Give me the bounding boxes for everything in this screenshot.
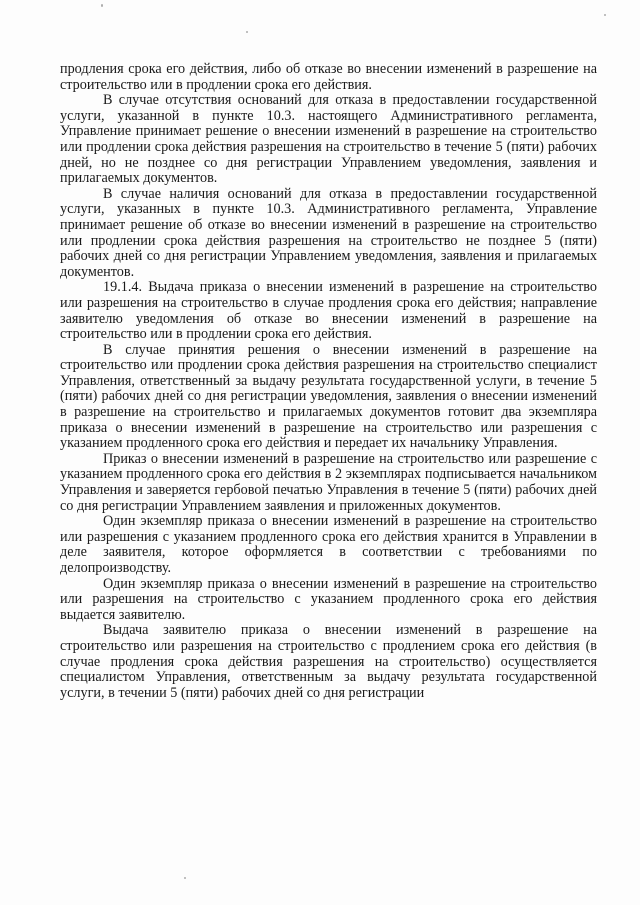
paragraph-7: Один экземпляр приказа о внесении изменений в разрешение на строительство или разрешения с указанием продленного срока его действия хранится в Управлении в деле заявителя, которое оформляется в соответствии с требованиями по делопроизводству. [60, 513, 597, 576]
paragraph-8: Один экземпляр приказа о внесении изменений в разрешение на строительство или разрешения на строительство с указанием продленного срока его действия выдается заявителю. [60, 575, 597, 623]
paragraph-1: продления срока его действия, либо об отказе во внесении изменений в разрешение на строительство или в продлении срока его действия. [60, 61, 597, 93]
paragraph-9: Выдача заявителю приказа о внесении изменений в разрешение на строительство или разрешения на строительство с продлением срока его действия (в случае продления срока действия разрешения на строительство) осуществляется специалистом Управления, ответственным за выдачу результата государственной услуги, в течении 5 (пяти) рабочих дней со дня регистрации [60, 622, 597, 701]
scan-speck [101, 4, 103, 7]
paragraph-4: 19.1.4. Выдача приказа о внесении изменений в разрешение на строительство или разрешения на строительство в случае продления срока его действия; направление заявителю уведомления об отказе во внесении изменений в разрешение на строительство или в продлении срока его действия. [60, 279, 597, 343]
scan-speck [604, 14, 606, 16]
paragraph-3: В случае наличия оснований для отказа в предоставлении государственной услуги, указанных в пункте 10.3. Административного регламента, Управление принимает решение об отказе во внесении изменений в разрешение на строительство или продлении срока действия разрешения на строительство не позднее 5 (пяти) рабочих дней со дня регистрации Управлением уведомления, заявления и прилагаемых документов. [60, 185, 597, 280]
paragraph-2: В случае отсутствия оснований для отказа в предоставлении государственной услуги, указанной в пункте 10.3. настоящего Административного регламента, Управление принимает решение о внесении изменений в разрешение на строительство или продлении срока действия разрешения на строительство в течение 5 (пяти) рабочих дней, но не позднее со дня регистрации Управлением уведомления, заявления и прилагаемых документов. [60, 92, 597, 187]
paragraph-5: В случае принятия решения о внесении изменений в разрешение на строительство или продлении срока действия разрешения на строительство специалист Управления, ответственный за выдачу результата государственной услуги, в течение 5 (пяти) рабочих дней со дня регистрации уведомления, заявления о внесении изменений в разрешение на строительство и прилагаемых документов готовит два экземпляра приказа о внесении изменений в разрешение на строительство или разрешения с указанием продленного срока его действия и передает их начальнику Управления. [60, 341, 597, 452]
paragraph-6: Приказ о внесении изменений в разрешение на строительство или разрешение с указанием продленного срока его действия в 2 экземплярах подписывается начальником Управления и заверяется гербовой печатью Управления в течение 5 (пяти) рабочих дней со дня регистрации Управлением заявления и приложенных документов. [60, 450, 597, 514]
document-body [60, 62, 597, 701]
scan-speck [184, 877, 186, 879]
scan-speck [246, 31, 248, 33]
